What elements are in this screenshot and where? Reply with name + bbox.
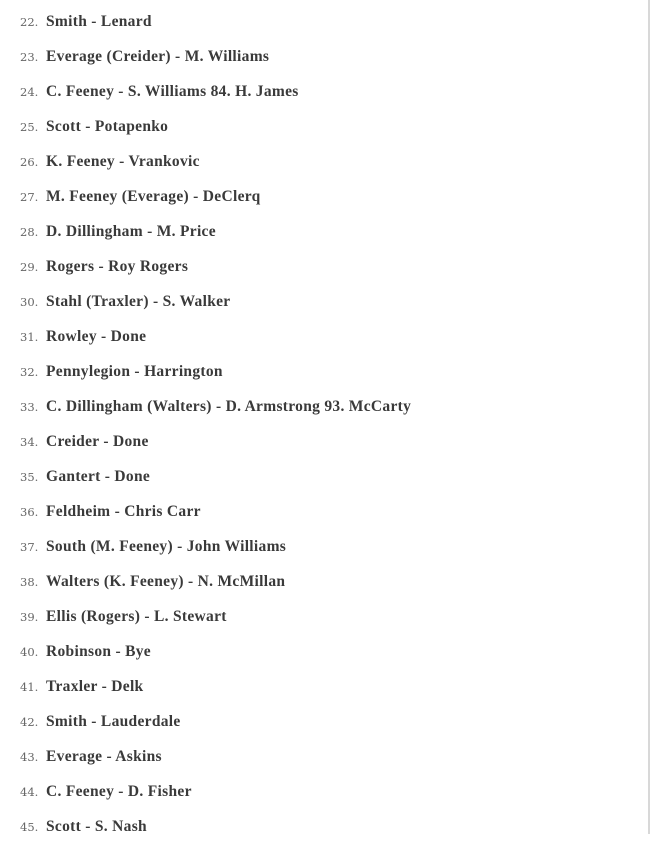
item-text: M. Feeney (Everage) - DeClerq	[46, 187, 261, 205]
item-text: Rogers - Roy Rogers	[46, 257, 189, 275]
item-number: 32.	[20, 364, 39, 379]
item-number: 34.	[20, 434, 39, 449]
list-item	[0, 284, 640, 319]
list-item	[0, 144, 640, 179]
item-number: 45.	[20, 819, 39, 834]
item-number: 36.	[20, 504, 39, 519]
item-text: Rowley - Done	[46, 327, 147, 345]
item-number: 44.	[20, 784, 39, 799]
item-text: Scott - S. Nash	[46, 817, 147, 835]
item-number: 39.	[20, 609, 39, 624]
item-number: 35.	[20, 469, 39, 484]
item-number: 43.	[20, 749, 39, 764]
item-text: Robinson - Bye	[46, 642, 151, 660]
item-text: D. Dillingham - M. Price	[46, 222, 216, 240]
item-number: 41.	[20, 679, 39, 694]
item-number: 26.	[20, 154, 39, 169]
item-number: 31.	[20, 329, 39, 344]
list-item	[0, 774, 640, 809]
item-number: 30.	[20, 294, 39, 309]
item-text: C. Dillingham (Walters) - D. Armstrong 93. McCarty	[46, 397, 412, 415]
list-item	[0, 249, 640, 284]
item-text: South (M. Feeney) - John Williams	[46, 537, 287, 555]
item-number: 25.	[20, 119, 39, 134]
item-text: Ellis (Rogers) - L. Stewart	[46, 607, 227, 625]
list-item	[0, 179, 640, 214]
list-item	[0, 669, 640, 704]
item-number: 42.	[20, 714, 39, 729]
list-item	[0, 354, 640, 389]
pick-list	[0, 4, 640, 844]
list-item	[0, 39, 640, 74]
list-item	[0, 704, 640, 739]
item-text: Everage - Askins	[46, 747, 162, 765]
item-number: 37.	[20, 539, 39, 554]
list-item	[0, 564, 640, 599]
item-text: Smith - Lauderdale	[46, 712, 181, 730]
list-item	[0, 494, 640, 529]
list-item	[0, 424, 640, 459]
item-number: 33.	[20, 399, 39, 414]
item-text: C. Feeney - S. Williams 84. H. James	[46, 82, 299, 100]
item-number: 27.	[20, 189, 39, 204]
list-item	[0, 529, 640, 564]
item-text: Creider - Done	[46, 432, 149, 450]
list-item	[0, 459, 640, 494]
item-text: C. Feeney - D. Fisher	[46, 782, 192, 800]
item-text: K. Feeney - Vrankovic	[46, 152, 200, 170]
item-text: Smith - Lenard	[46, 12, 152, 30]
list-item	[0, 599, 640, 634]
item-number: 40.	[20, 644, 39, 659]
item-number: 38.	[20, 574, 39, 589]
item-number: 22.	[20, 14, 39, 29]
item-number: 23.	[20, 49, 39, 64]
item-text: Everage (Creider) - M. Williams	[46, 47, 270, 65]
item-text: Scott - Potapenko	[46, 117, 169, 135]
list-item	[0, 634, 640, 669]
list-item	[0, 389, 640, 424]
list-item	[0, 109, 640, 144]
list-item	[0, 4, 640, 39]
item-text: Walters (K. Feeney) - N. McMillan	[46, 572, 286, 590]
item-text: Stahl (Traxler) - S. Walker	[46, 292, 231, 310]
list-item	[0, 809, 640, 844]
item-text: Traxler - Delk	[46, 677, 144, 695]
item-number: 24.	[20, 84, 39, 99]
item-text: Gantert - Done	[46, 467, 151, 485]
item-text: Pennylegion - Harrington	[46, 362, 223, 380]
item-text: Feldheim - Chris Carr	[46, 502, 201, 520]
item-number: 29.	[20, 259, 39, 274]
list-item	[0, 319, 640, 354]
list-item	[0, 739, 640, 774]
list-item	[0, 74, 640, 109]
list-item	[0, 214, 640, 249]
item-number: 28.	[20, 224, 39, 239]
